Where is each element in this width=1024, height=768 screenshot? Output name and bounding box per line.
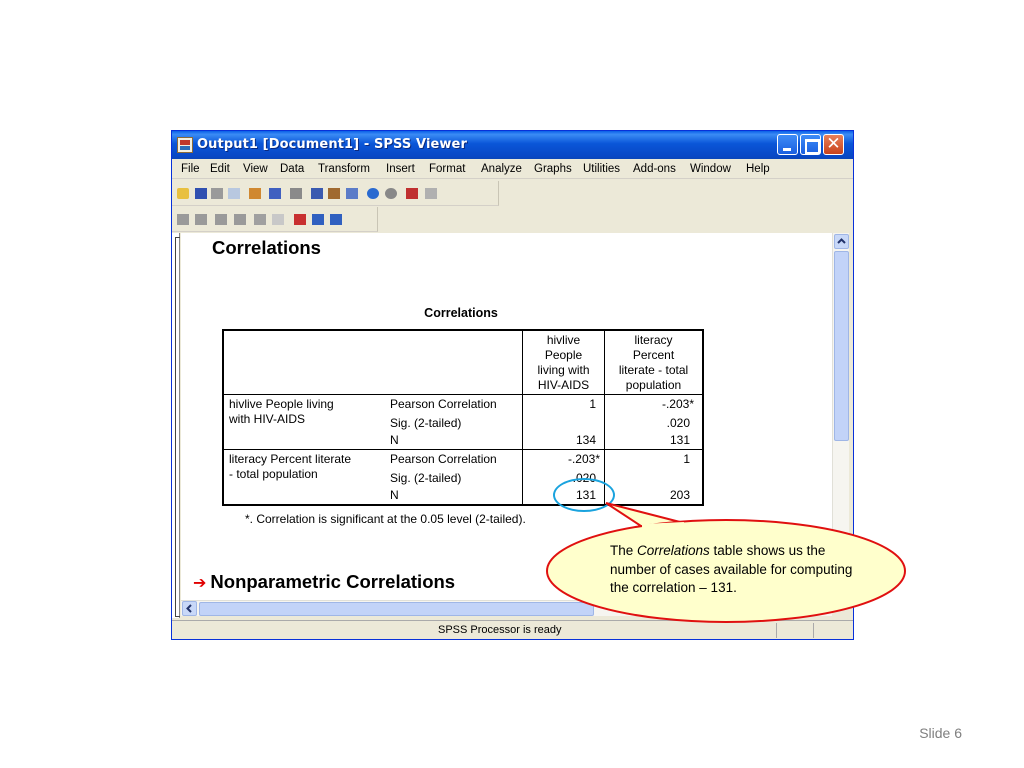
menu-transform[interactable]: Transform bbox=[318, 163, 370, 175]
menu-edit[interactable]: Edit bbox=[210, 163, 230, 175]
callout-text bbox=[610, 542, 860, 598]
stat-label: Pearson Correlation bbox=[390, 452, 497, 466]
cell-value: -.203* bbox=[661, 397, 694, 411]
menu-utilities[interactable]: Utilities bbox=[583, 163, 621, 175]
menu-format[interactable]: Format bbox=[429, 163, 466, 175]
output-heading: Correlations bbox=[212, 237, 321, 258]
menu-analyze[interactable]: Analyze bbox=[481, 163, 522, 175]
col-header-line: literacy bbox=[634, 333, 673, 347]
stat-label: N bbox=[390, 488, 399, 502]
col-header-line: People bbox=[544, 348, 583, 362]
table-title: Correlations bbox=[424, 306, 498, 320]
row-label-line: with HIV-AIDS bbox=[229, 412, 306, 426]
stat-label: Sig. (2-tailed) bbox=[390, 471, 462, 485]
menu-help[interactable]: Help bbox=[746, 163, 770, 175]
col-header-line: population bbox=[625, 378, 682, 392]
stat-label: N bbox=[390, 433, 399, 447]
cell-value: .020 bbox=[572, 471, 596, 485]
menu-add-ons[interactable]: Add-ons bbox=[633, 163, 676, 175]
callout-emphasis: Correlations bbox=[637, 543, 710, 558]
cell-value: 1 bbox=[589, 397, 596, 411]
cell-value: 131 bbox=[669, 433, 690, 447]
callout-suffix: table shows us the number of cases available for computing the correlation – 131. bbox=[610, 543, 853, 595]
cell-value: 134 bbox=[575, 433, 596, 447]
window-title: Output1 [Document1] - SPSS Viewer bbox=[197, 137, 467, 152]
col-header-line: living with bbox=[537, 363, 590, 377]
row-label-line: hivlive People living bbox=[229, 397, 334, 411]
col-header-line: literate - total bbox=[618, 363, 689, 377]
close-icon: ✕ bbox=[826, 134, 841, 154]
stat-label: Sig. (2-tailed) bbox=[390, 416, 462, 430]
menu-view[interactable]: View bbox=[243, 163, 268, 175]
stat-label: Pearson Correlation bbox=[390, 397, 497, 411]
col-header-line: hivlive bbox=[546, 333, 581, 347]
col-header-line: Percent bbox=[632, 348, 675, 362]
menu-graphs[interactable]: Graphs bbox=[534, 163, 572, 175]
arrow-icon: ➔ bbox=[193, 575, 207, 592]
menu-insert[interactable]: Insert bbox=[386, 163, 415, 175]
menu-data[interactable]: Data bbox=[280, 163, 305, 175]
status-text: SPSS Processor is ready bbox=[438, 624, 562, 636]
nonparametric-heading-text: Nonparametric Correlations bbox=[210, 571, 456, 592]
cell-value: .020 bbox=[666, 416, 690, 430]
cell-value: 203 bbox=[669, 488, 690, 502]
row-label-line: - total population bbox=[229, 467, 318, 481]
row-label-line: literacy Percent literate bbox=[229, 452, 352, 466]
col-header-line: HIV-AIDS bbox=[537, 378, 590, 392]
callout-prefix: The bbox=[610, 543, 638, 558]
cell-value: 1 bbox=[683, 452, 690, 466]
table-footnote: *. Correlation is significant at the 0.05 level (2-tailed). bbox=[245, 512, 526, 526]
slide-number: Slide 6 bbox=[919, 725, 962, 741]
menu-window[interactable]: Window bbox=[690, 163, 731, 175]
menu-file[interactable]: File bbox=[181, 163, 200, 175]
cell-value: 131 bbox=[575, 488, 596, 502]
cell-value: -.203* bbox=[567, 452, 600, 466]
